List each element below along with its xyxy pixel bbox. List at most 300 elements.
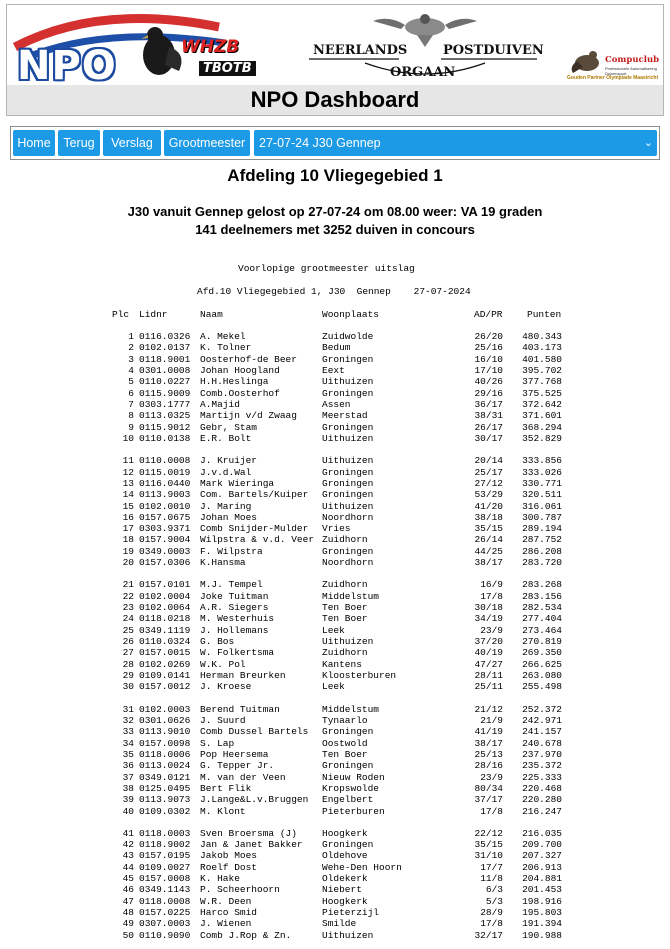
row-woonplaats: Groningen xyxy=(322,353,374,365)
row-lidnr: 0115.0019 xyxy=(139,466,191,478)
row-punten: 220.468 xyxy=(522,782,562,794)
row-naam: K.Hansma xyxy=(200,557,246,569)
row-lidnr: 0349.1119 xyxy=(139,624,191,636)
row-lidnr: 0102.0064 xyxy=(139,602,191,613)
table-row xyxy=(0,546,670,557)
row-plc: 2 xyxy=(128,342,134,354)
row-lidnr: 0109.0027 xyxy=(139,861,191,873)
row-plc: 11 xyxy=(122,455,134,467)
row-woonplaats: Meerstad xyxy=(322,410,368,422)
row-woonplaats: Groningen xyxy=(322,489,374,501)
chevron-down-icon: ⌄ xyxy=(643,137,653,149)
row-lidnr: 0303.9371 xyxy=(139,523,191,535)
col-woonplaats: Woonplaats xyxy=(322,309,380,320)
table-row xyxy=(0,670,670,681)
row-punten: 191.394 xyxy=(522,918,562,930)
row-naam: W.R. Deen xyxy=(200,895,252,907)
row-woonplaats: Uithuizen xyxy=(322,929,374,941)
row-woonplaats: Ten Boer xyxy=(322,748,368,760)
row-plc: 8 xyxy=(128,410,134,422)
row-lidnr: 0157.0008 xyxy=(139,873,191,885)
row-plc: 32 xyxy=(122,714,134,726)
row-adpr: 30/17 xyxy=(474,432,503,444)
row-woonplaats: Leek xyxy=(322,681,345,693)
row-plc: 42 xyxy=(122,839,134,851)
row-punten: 190.988 xyxy=(522,929,562,941)
row-woonplaats: Pieterzijl xyxy=(322,907,380,918)
row-woonplaats: Groningen xyxy=(322,477,374,489)
row-lidnr: 0110.0008 xyxy=(139,455,191,467)
table-row xyxy=(0,467,670,478)
row-lidnr: 0110.0227 xyxy=(139,376,191,388)
row-naam: H.H.Heslinga xyxy=(200,376,269,388)
row-plc: 9 xyxy=(128,421,134,433)
table-row xyxy=(0,715,670,726)
row-adpr: 31/10 xyxy=(474,850,503,862)
row-plc: 47 xyxy=(122,895,134,907)
row-punten: 220.280 xyxy=(522,794,562,806)
compuclub-tagline: Professionele Automatisering Duivensport xyxy=(605,66,657,76)
table-row xyxy=(0,930,670,941)
row-lidnr: 0301.0008 xyxy=(139,365,191,376)
row-plc: 41 xyxy=(122,827,134,839)
row-lidnr: 0157.0225 xyxy=(139,907,191,918)
row-naam: Roelf Dost xyxy=(200,861,258,873)
row-adpr: 25/16 xyxy=(474,342,503,354)
row-lidnr: 0157.9004 xyxy=(139,534,191,546)
row-naam: J. Wienen xyxy=(200,918,252,930)
row-adpr: 27/12 xyxy=(474,477,503,489)
results-table-header xyxy=(0,309,670,320)
row-punten: 204.881 xyxy=(522,873,562,885)
table-row xyxy=(0,501,670,512)
row-punten: 333.856 xyxy=(522,455,562,467)
row-woonplaats: Hoogkerk xyxy=(322,827,368,839)
table-row xyxy=(0,489,670,500)
navbar xyxy=(10,126,660,160)
logo-text-neerlands: NEERLANDS xyxy=(313,43,408,58)
row-punten: 283.156 xyxy=(522,590,562,602)
table-row xyxy=(0,512,670,523)
table-row xyxy=(0,399,670,410)
table-row xyxy=(0,613,670,624)
row-lidnr: 0109.0141 xyxy=(139,670,191,681)
row-punten: 377.768 xyxy=(522,376,562,388)
row-naam: Johan Hoogland xyxy=(200,365,280,376)
row-lidnr: 0349.0121 xyxy=(139,771,191,783)
row-adpr: 28/9 xyxy=(480,907,503,918)
row-woonplaats: Uithuizen xyxy=(322,432,374,444)
row-lidnr: 0116.0326 xyxy=(139,331,191,342)
row-plc: 7 xyxy=(128,398,134,410)
row-lidnr: 0116.0440 xyxy=(139,477,191,489)
table-row xyxy=(0,388,670,399)
row-lidnr: 0157.0015 xyxy=(139,647,191,659)
row-adpr: 36/17 xyxy=(474,398,503,410)
row-lidnr: 0118.0008 xyxy=(139,895,191,907)
row-plc: 25 xyxy=(122,624,134,636)
row-plc: 27 xyxy=(122,647,134,659)
row-plc: 16 xyxy=(122,511,134,523)
row-lidnr: 0157.0675 xyxy=(139,511,191,523)
table-row xyxy=(0,659,670,670)
row-lidnr: 0349.0003 xyxy=(139,545,191,557)
row-adpr: 28/11 xyxy=(474,670,503,681)
row-naam: G. Tepper Jr. xyxy=(200,760,275,772)
row-plc: 20 xyxy=(122,557,134,569)
row-plc: 36 xyxy=(122,760,134,772)
row-adpr: 28/16 xyxy=(474,760,503,772)
row-punten: 235.372 xyxy=(522,760,562,772)
row-plc: 37 xyxy=(122,771,134,783)
row-naam: Gebr, Stam xyxy=(200,421,258,433)
home-button[interactable]: Home xyxy=(13,130,55,156)
results-heading: Voorlopige grootmeester uitslag xyxy=(238,263,415,274)
race-info: J30 vanuit Gennep gelost op 27-07-24 om 08.00 weer: VA 19 graden xyxy=(127,204,543,219)
table-row xyxy=(0,376,670,387)
row-plc: 24 xyxy=(122,613,134,625)
row-adpr: 5/3 xyxy=(485,895,503,907)
row-punten: 368.294 xyxy=(522,421,562,433)
row-punten: 403.173 xyxy=(522,342,562,354)
row-adpr: 80/34 xyxy=(474,782,503,794)
row-plc: 19 xyxy=(122,545,134,557)
row-lidnr: 0113.9073 xyxy=(139,794,191,806)
row-woonplaats: Wehe-Den Hoorn xyxy=(322,861,402,873)
table-row xyxy=(0,850,670,861)
row-adpr: 26/17 xyxy=(474,421,503,433)
row-woonplaats: Uithuizen xyxy=(322,376,374,388)
row-naam: A.Majid xyxy=(200,398,240,410)
row-punten: 375.525 xyxy=(522,387,562,399)
row-naam: A. Mekel xyxy=(200,331,246,342)
banner xyxy=(7,5,663,85)
row-lidnr: 0113.0024 xyxy=(139,760,191,772)
row-adpr: 37/20 xyxy=(474,636,503,647)
row-lidnr: 0113.9003 xyxy=(139,489,191,501)
row-plc: 18 xyxy=(122,534,134,546)
row-adpr: 23/9 xyxy=(480,771,503,783)
row-naam: J. Kroese xyxy=(200,681,252,693)
row-punten: 198.916 xyxy=(522,895,562,907)
race-select[interactable] xyxy=(254,130,657,156)
row-naam: Mark Wieringa xyxy=(200,477,275,489)
row-woonplaats: Vries xyxy=(322,523,351,535)
row-adpr: 32/17 xyxy=(474,929,503,941)
row-naam: W. Folkertsma xyxy=(200,647,275,659)
row-woonplaats: Groningen xyxy=(322,545,374,557)
row-adpr: 21/9 xyxy=(480,714,503,726)
row-naam: Johan Moes xyxy=(200,511,258,523)
row-naam: Harco Smid xyxy=(200,907,258,918)
row-plc: 3 xyxy=(128,353,134,365)
results-subheading: Afd.10 Vliegegebied 1, J30 Gennep 27-07-2024 xyxy=(197,286,471,297)
row-woonplaats: Zuidhorn xyxy=(322,647,368,659)
participants-info: 141 deelnemers met 3252 duiven in concours xyxy=(195,222,475,237)
row-naam: E.R. Bolt xyxy=(200,432,252,444)
row-woonplaats: Nieuw Roden xyxy=(322,771,385,783)
table-row xyxy=(0,647,670,658)
table-row xyxy=(0,534,670,545)
npo-orgaan-logo xyxy=(305,7,545,83)
grootmeester-button[interactable]: Grootmeester xyxy=(164,130,250,156)
row-naam: Comb Dussel Bartels xyxy=(200,726,309,738)
table-row xyxy=(0,422,670,433)
row-woonplaats: Groningen xyxy=(322,466,374,478)
row-plc: 34 xyxy=(122,737,134,749)
row-adpr: 37/17 xyxy=(474,794,503,806)
row-naam: A.R. Siegers xyxy=(200,602,269,613)
row-plc: 48 xyxy=(122,907,134,918)
row-adpr: 25/17 xyxy=(474,466,503,478)
row-punten: 237.970 xyxy=(522,748,562,760)
row-plc: 38 xyxy=(122,782,134,794)
row-woonplaats: Tynaarlo xyxy=(322,714,368,726)
row-adpr: 25/11 xyxy=(474,681,503,693)
row-punten: 401.580 xyxy=(522,353,562,365)
row-adpr: 38/18 xyxy=(474,511,503,523)
row-woonplaats: Groningen xyxy=(322,421,374,433)
table-row xyxy=(0,862,670,873)
row-lidnr: 0157.0306 xyxy=(139,557,191,569)
row-woonplaats: Kloosterburen xyxy=(322,670,397,681)
table-row xyxy=(0,873,670,884)
row-adpr: 23/9 xyxy=(480,624,503,636)
row-woonplaats: Noordhorn xyxy=(322,511,374,523)
row-naam: J.v.d.Wal xyxy=(200,466,252,478)
table-row xyxy=(0,726,670,737)
table-row xyxy=(0,579,670,590)
row-adpr: 38/17 xyxy=(474,557,503,569)
table-row xyxy=(0,331,670,342)
table-row xyxy=(0,636,670,647)
row-woonplaats: Oldehove xyxy=(322,850,368,862)
row-punten: 216.035 xyxy=(522,827,562,839)
back-button[interactable]: Terug xyxy=(58,130,100,156)
row-adpr: 17/8 xyxy=(480,805,503,817)
row-punten: 371.601 xyxy=(522,410,562,422)
row-punten: 352.829 xyxy=(522,432,562,444)
row-woonplaats: Noordhorn xyxy=(322,557,374,569)
row-plc: 46 xyxy=(122,884,134,896)
table-row xyxy=(0,342,670,353)
page-title: NPO Dashboard xyxy=(250,87,420,112)
npo-logo xyxy=(9,7,285,83)
row-woonplaats: Uithuizen xyxy=(322,500,374,512)
row-naam: M. van der Veen xyxy=(200,771,286,783)
row-lidnr: 0118.0006 xyxy=(139,748,191,760)
row-lidnr: 0157.0195 xyxy=(139,850,191,862)
row-plc: 21 xyxy=(122,579,134,591)
row-lidnr: 0110.0138 xyxy=(139,432,191,444)
row-punten: 206.913 xyxy=(522,861,562,873)
row-plc: 30 xyxy=(122,681,134,693)
row-punten: 225.333 xyxy=(522,771,562,783)
row-adpr: 47/27 xyxy=(474,658,503,670)
row-lidnr: 0118.0003 xyxy=(139,827,191,839)
row-punten: 283.268 xyxy=(522,579,562,591)
row-naam: Wilpstra & v.d. Veer xyxy=(200,534,315,546)
row-punten: 395.702 xyxy=(522,365,562,376)
row-adpr: 17/8 xyxy=(480,590,503,602)
row-punten: 316.061 xyxy=(522,500,562,512)
whzb-logo-text: WHZB xyxy=(181,37,240,57)
row-lidnr: 0118.9001 xyxy=(139,353,191,365)
row-adpr: 11/8 xyxy=(480,873,503,885)
row-naam: P. Scheerhoorn xyxy=(200,884,280,896)
compuclub-partner-text: Gouden Partner Olympiade Maastricht xyxy=(567,75,659,81)
row-adpr: 41/19 xyxy=(474,726,503,738)
row-punten: 277.404 xyxy=(522,613,562,625)
row-woonplaats: Kropswolde xyxy=(322,782,380,794)
row-naam: K. Hake xyxy=(200,873,240,885)
row-naam: M. Westerhuis xyxy=(200,613,275,625)
row-woonplaats: Leek xyxy=(322,624,345,636)
row-plc: 35 xyxy=(122,748,134,760)
row-woonplaats: Middelstum xyxy=(322,703,380,715)
table-row xyxy=(0,410,670,421)
table-row xyxy=(0,918,670,929)
row-punten: 209.700 xyxy=(522,839,562,851)
compuclub-name: Compuclub xyxy=(605,55,660,65)
row-plc: 29 xyxy=(122,670,134,681)
row-naam: W.K. Pol xyxy=(200,658,246,670)
row-punten: 333.026 xyxy=(522,466,562,478)
table-row xyxy=(0,478,670,489)
row-lidnr: 0102.0137 xyxy=(139,342,191,354)
table-row xyxy=(0,884,670,895)
row-adpr: 22/12 xyxy=(474,827,503,839)
row-lidnr: 0157.0012 xyxy=(139,681,191,693)
row-plc: 31 xyxy=(122,703,134,715)
row-adpr: 6/3 xyxy=(485,884,503,896)
row-woonplaats: Kantens xyxy=(322,658,362,670)
row-plc: 40 xyxy=(122,805,134,817)
row-naam: Berend Tuitman xyxy=(200,703,280,715)
row-adpr: 30/18 xyxy=(474,602,503,613)
row-naam: J.Lange&L.v.Bruggen xyxy=(200,794,309,806)
row-lidnr: 0157.0098 xyxy=(139,737,191,749)
row-lidnr: 0102.0010 xyxy=(139,500,191,512)
row-lidnr: 0118.9002 xyxy=(139,839,191,851)
row-lidnr: 0303.1777 xyxy=(139,398,191,410)
row-adpr: 26/20 xyxy=(474,331,503,342)
row-lidnr: 0125.0495 xyxy=(139,782,191,794)
row-woonplaats: Hoogkerk xyxy=(322,895,368,907)
row-punten: 263.080 xyxy=(522,670,562,681)
row-plc: 5 xyxy=(128,376,134,388)
row-plc: 50 xyxy=(122,929,134,941)
row-naam: Joke Tuitman xyxy=(200,590,269,602)
row-naam: Herman Breurken xyxy=(200,670,286,681)
table-row xyxy=(0,749,670,760)
row-plc: 17 xyxy=(122,523,134,535)
col-punten: Punten xyxy=(527,309,562,320)
row-naam: Com. Bartels/Kuiper xyxy=(200,489,309,501)
row-woonplaats: Pieterburen xyxy=(322,805,385,817)
row-adpr: 16/9 xyxy=(480,579,503,591)
row-lidnr: 0307.0003 xyxy=(139,918,191,930)
row-woonplaats: Bedum xyxy=(322,342,351,354)
row-plc: 49 xyxy=(122,918,134,930)
row-adpr: 29/16 xyxy=(474,387,503,399)
table-row xyxy=(0,523,670,534)
row-lidnr: 0157.0101 xyxy=(139,579,191,591)
npo-logo-text: NPO xyxy=(17,43,117,85)
row-woonplaats: Zuidwolde xyxy=(322,331,374,342)
row-woonplaats: Groningen xyxy=(322,387,374,399)
row-plc: 44 xyxy=(122,861,134,873)
row-punten: 287.752 xyxy=(522,534,562,546)
row-woonplaats: Groningen xyxy=(322,726,374,738)
table-row xyxy=(0,828,670,839)
row-woonplaats: Engelbert xyxy=(322,794,374,806)
row-plc: 23 xyxy=(122,602,134,613)
table-row xyxy=(0,772,670,783)
table-row xyxy=(0,557,670,568)
table-row xyxy=(0,591,670,602)
row-punten: 283.720 xyxy=(522,557,562,569)
row-adpr: 38/31 xyxy=(474,410,503,422)
row-lidnr: 0118.0218 xyxy=(139,613,191,625)
row-naam: Jakob Moes xyxy=(200,850,258,862)
row-lidnr: 0102.0269 xyxy=(139,658,191,670)
row-adpr: 40/26 xyxy=(474,376,503,388)
row-woonplaats: Eext xyxy=(322,365,345,376)
row-punten: 282.534 xyxy=(522,602,562,613)
row-naam: Comb Snijder-Mulder xyxy=(200,523,309,535)
row-woonplaats: Ten Boer xyxy=(322,613,368,625)
tbotb-logo-text: TBOTB xyxy=(199,61,256,76)
row-adpr: 41/20 xyxy=(474,500,503,512)
row-adpr: 16/10 xyxy=(474,353,503,365)
table-row xyxy=(0,907,670,918)
report-button[interactable]: Verslag xyxy=(103,130,161,156)
row-adpr: 21/12 xyxy=(474,703,503,715)
row-naam: M.J. Tempel xyxy=(200,579,263,591)
row-punten: 252.372 xyxy=(522,703,562,715)
row-lidnr: 0102.0003 xyxy=(139,703,191,715)
col-lidnr: Lidnr xyxy=(139,309,168,320)
report-title: Afdeling 10 Vliegegebied 1 xyxy=(227,166,443,185)
row-plc: 45 xyxy=(122,873,134,885)
row-plc: 15 xyxy=(122,500,134,512)
row-adpr: 35/15 xyxy=(474,523,503,535)
row-punten: 216.247 xyxy=(522,805,562,817)
row-woonplaats: Uithuizen xyxy=(322,455,374,467)
row-naam: Pop Heersema xyxy=(200,748,269,760)
table-row xyxy=(0,625,670,636)
row-plc: 4 xyxy=(128,365,134,376)
compuclub-pigeon-icon xyxy=(565,45,605,75)
row-punten: 480.343 xyxy=(522,331,562,342)
row-punten: 273.464 xyxy=(522,624,562,636)
table-row xyxy=(0,365,670,376)
row-punten: 289.194 xyxy=(522,523,562,535)
row-lidnr: 0115.9012 xyxy=(139,421,191,433)
row-woonplaats: Assen xyxy=(322,398,351,410)
table-row xyxy=(0,783,670,794)
row-woonplaats: Zuidhorn xyxy=(322,534,368,546)
row-plc: 1 xyxy=(128,331,134,342)
row-naam: G. Bos xyxy=(200,636,235,647)
row-punten: 320.511 xyxy=(522,489,562,501)
row-adpr: 26/14 xyxy=(474,534,503,546)
row-plc: 33 xyxy=(122,726,134,738)
col-adpr: AD/PR xyxy=(474,309,503,320)
row-adpr: 44/25 xyxy=(474,545,503,557)
table-row xyxy=(0,354,670,365)
